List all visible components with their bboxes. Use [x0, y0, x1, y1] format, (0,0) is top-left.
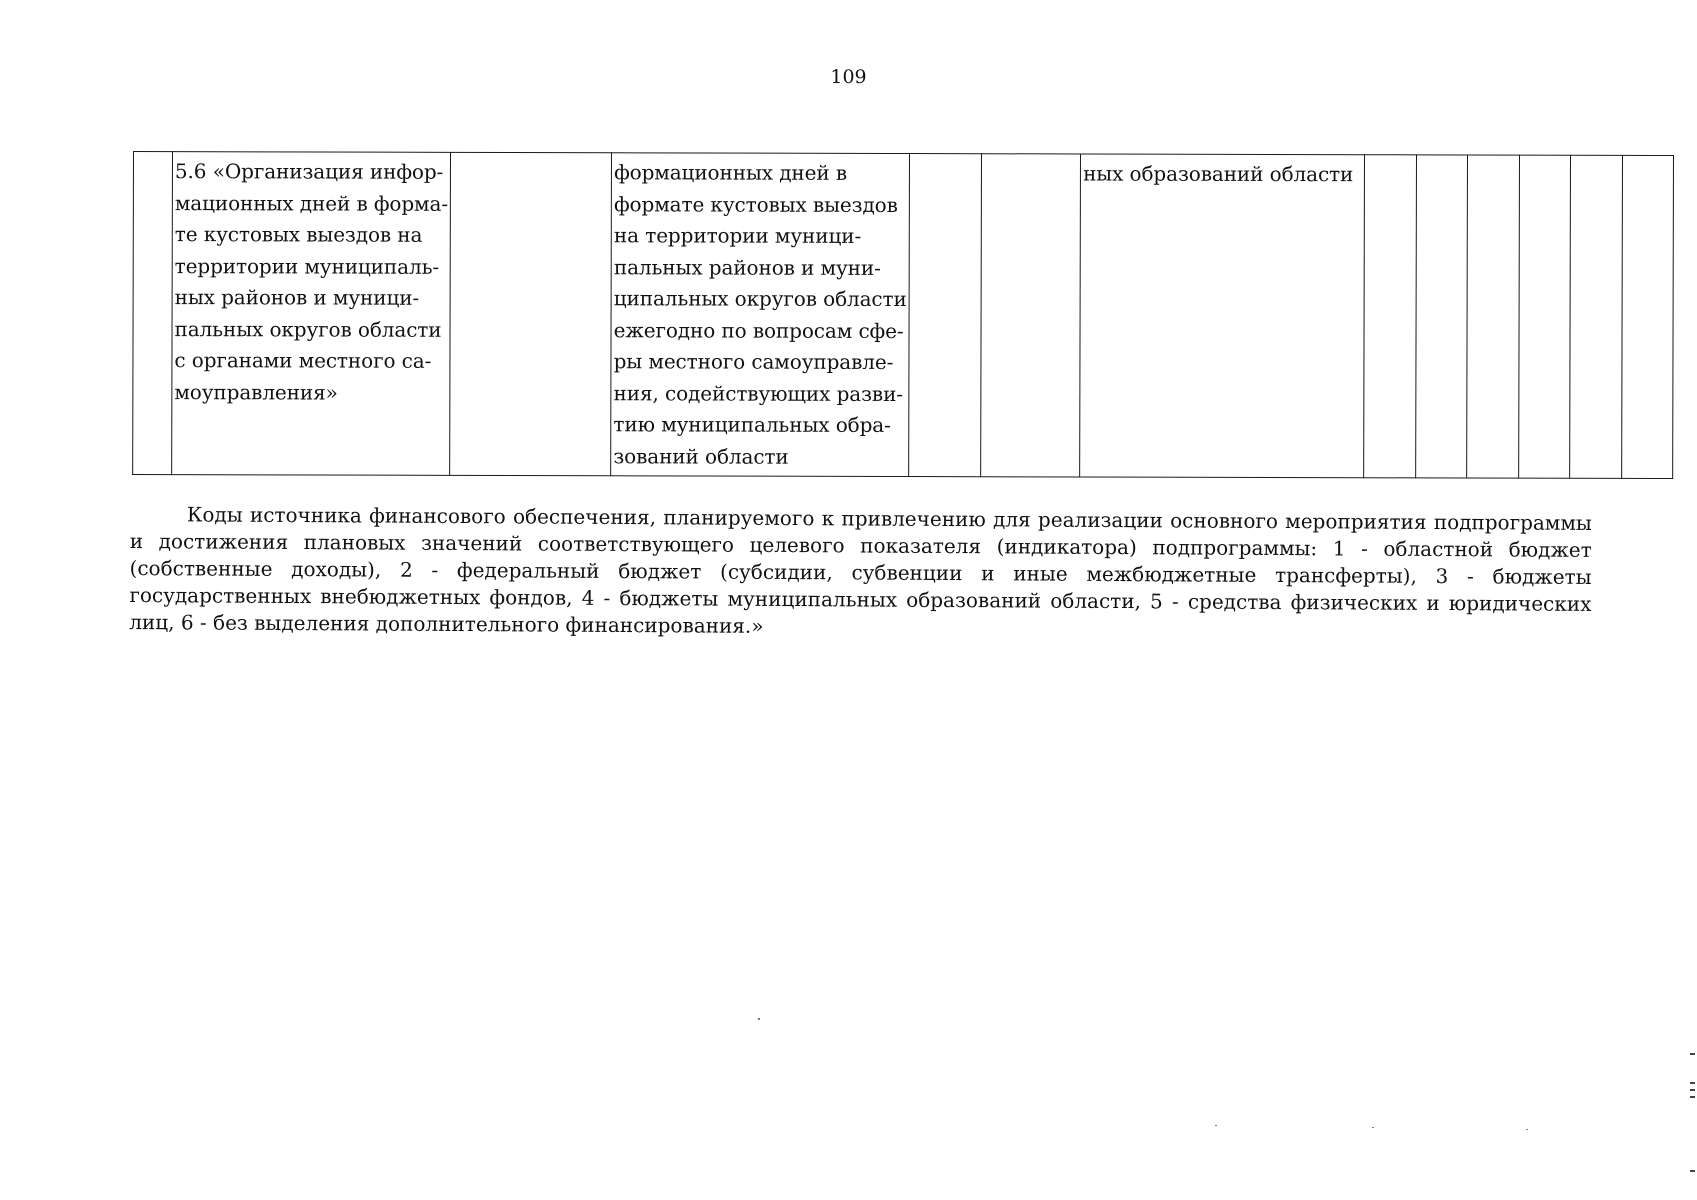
scan-edge-mark	[1690, 1096, 1695, 1098]
table-row	[133, 152, 1674, 479]
result-line: формационных дней в	[614, 160, 848, 185]
page-number: 109	[830, 66, 867, 88]
empty-cell	[450, 152, 612, 475]
result-line: ципальных округов области	[613, 286, 907, 312]
scan-speck	[758, 1018, 760, 1020]
activity-line: с органами местного са-	[174, 348, 432, 373]
empty-cell	[1416, 155, 1468, 478]
empty-cell	[909, 154, 982, 477]
activity-line: ных районов и муници-	[174, 285, 420, 310]
activity-line: 5.6 «Организация инфор-	[174, 159, 444, 184]
program-table	[132, 151, 1674, 479]
scan-edge-mark	[1690, 1082, 1695, 1084]
activity-line: моуправления»	[174, 379, 338, 405]
activity-line: пальных округов области	[174, 316, 442, 342]
empty-cell	[1467, 155, 1520, 478]
activity-line: территории муниципаль-	[174, 253, 440, 279]
result-line: ния, содействующих разви-	[613, 380, 904, 406]
activity-name-cell	[172, 152, 451, 476]
empty-cell	[1364, 155, 1417, 478]
footnote-text: Коды источника финансового обеспечения, планируемого к привлечению для реализации основного мероприятия подпрограммы и достижения плановых значений соответствующего целевого показателя (индикатора) подпрограммы: 1 - областной бюджет (собственные доходы), 2 - федеральный бюджет (субсидии, субвенции и иные межбюджетные трансферты), 3 - бюджеты государственных внебюджетных фондов, 4 - бюджеты муниципальных образований области, 5 - средства физических и юридических лиц, 6 - без выделения дополнительного финансирования.»	[129, 502, 1592, 638]
funding-codes-footnote	[129, 501, 1592, 645]
empty-cell	[981, 154, 1081, 477]
result-line: тию муниципальных обра-	[613, 412, 891, 437]
empty-cell	[1570, 155, 1623, 478]
activity-line: мационных дней в форма-	[174, 190, 449, 216]
scan-speck	[1215, 1125, 1217, 1126]
result-line: формате кустовых выездов	[613, 191, 898, 217]
row-number-cell	[133, 152, 173, 475]
result-line: ры местного самоуправле-	[613, 349, 894, 374]
result-line: на территории муници-	[613, 223, 862, 248]
empty-cell	[1622, 155, 1674, 478]
scan-edge-mark	[1690, 1053, 1695, 1055]
executor-cell	[1080, 154, 1365, 478]
scan-speck	[1372, 1127, 1374, 1128]
executor-line: ных образований области	[1083, 161, 1354, 187]
result-line: зований области	[613, 443, 789, 469]
activity-line: те кустовых выездов на	[174, 222, 423, 247]
empty-cell	[1519, 155, 1571, 478]
scan-edge-mark	[1690, 1089, 1695, 1091]
result-line: пальных районов и муни-	[613, 254, 881, 280]
scan-edge-mark	[1690, 1170, 1695, 1172]
result-line: ежегодно по вопросам сфе-	[613, 317, 904, 343]
scan-speck	[1526, 1129, 1528, 1130]
expected-result-cell	[611, 153, 910, 477]
